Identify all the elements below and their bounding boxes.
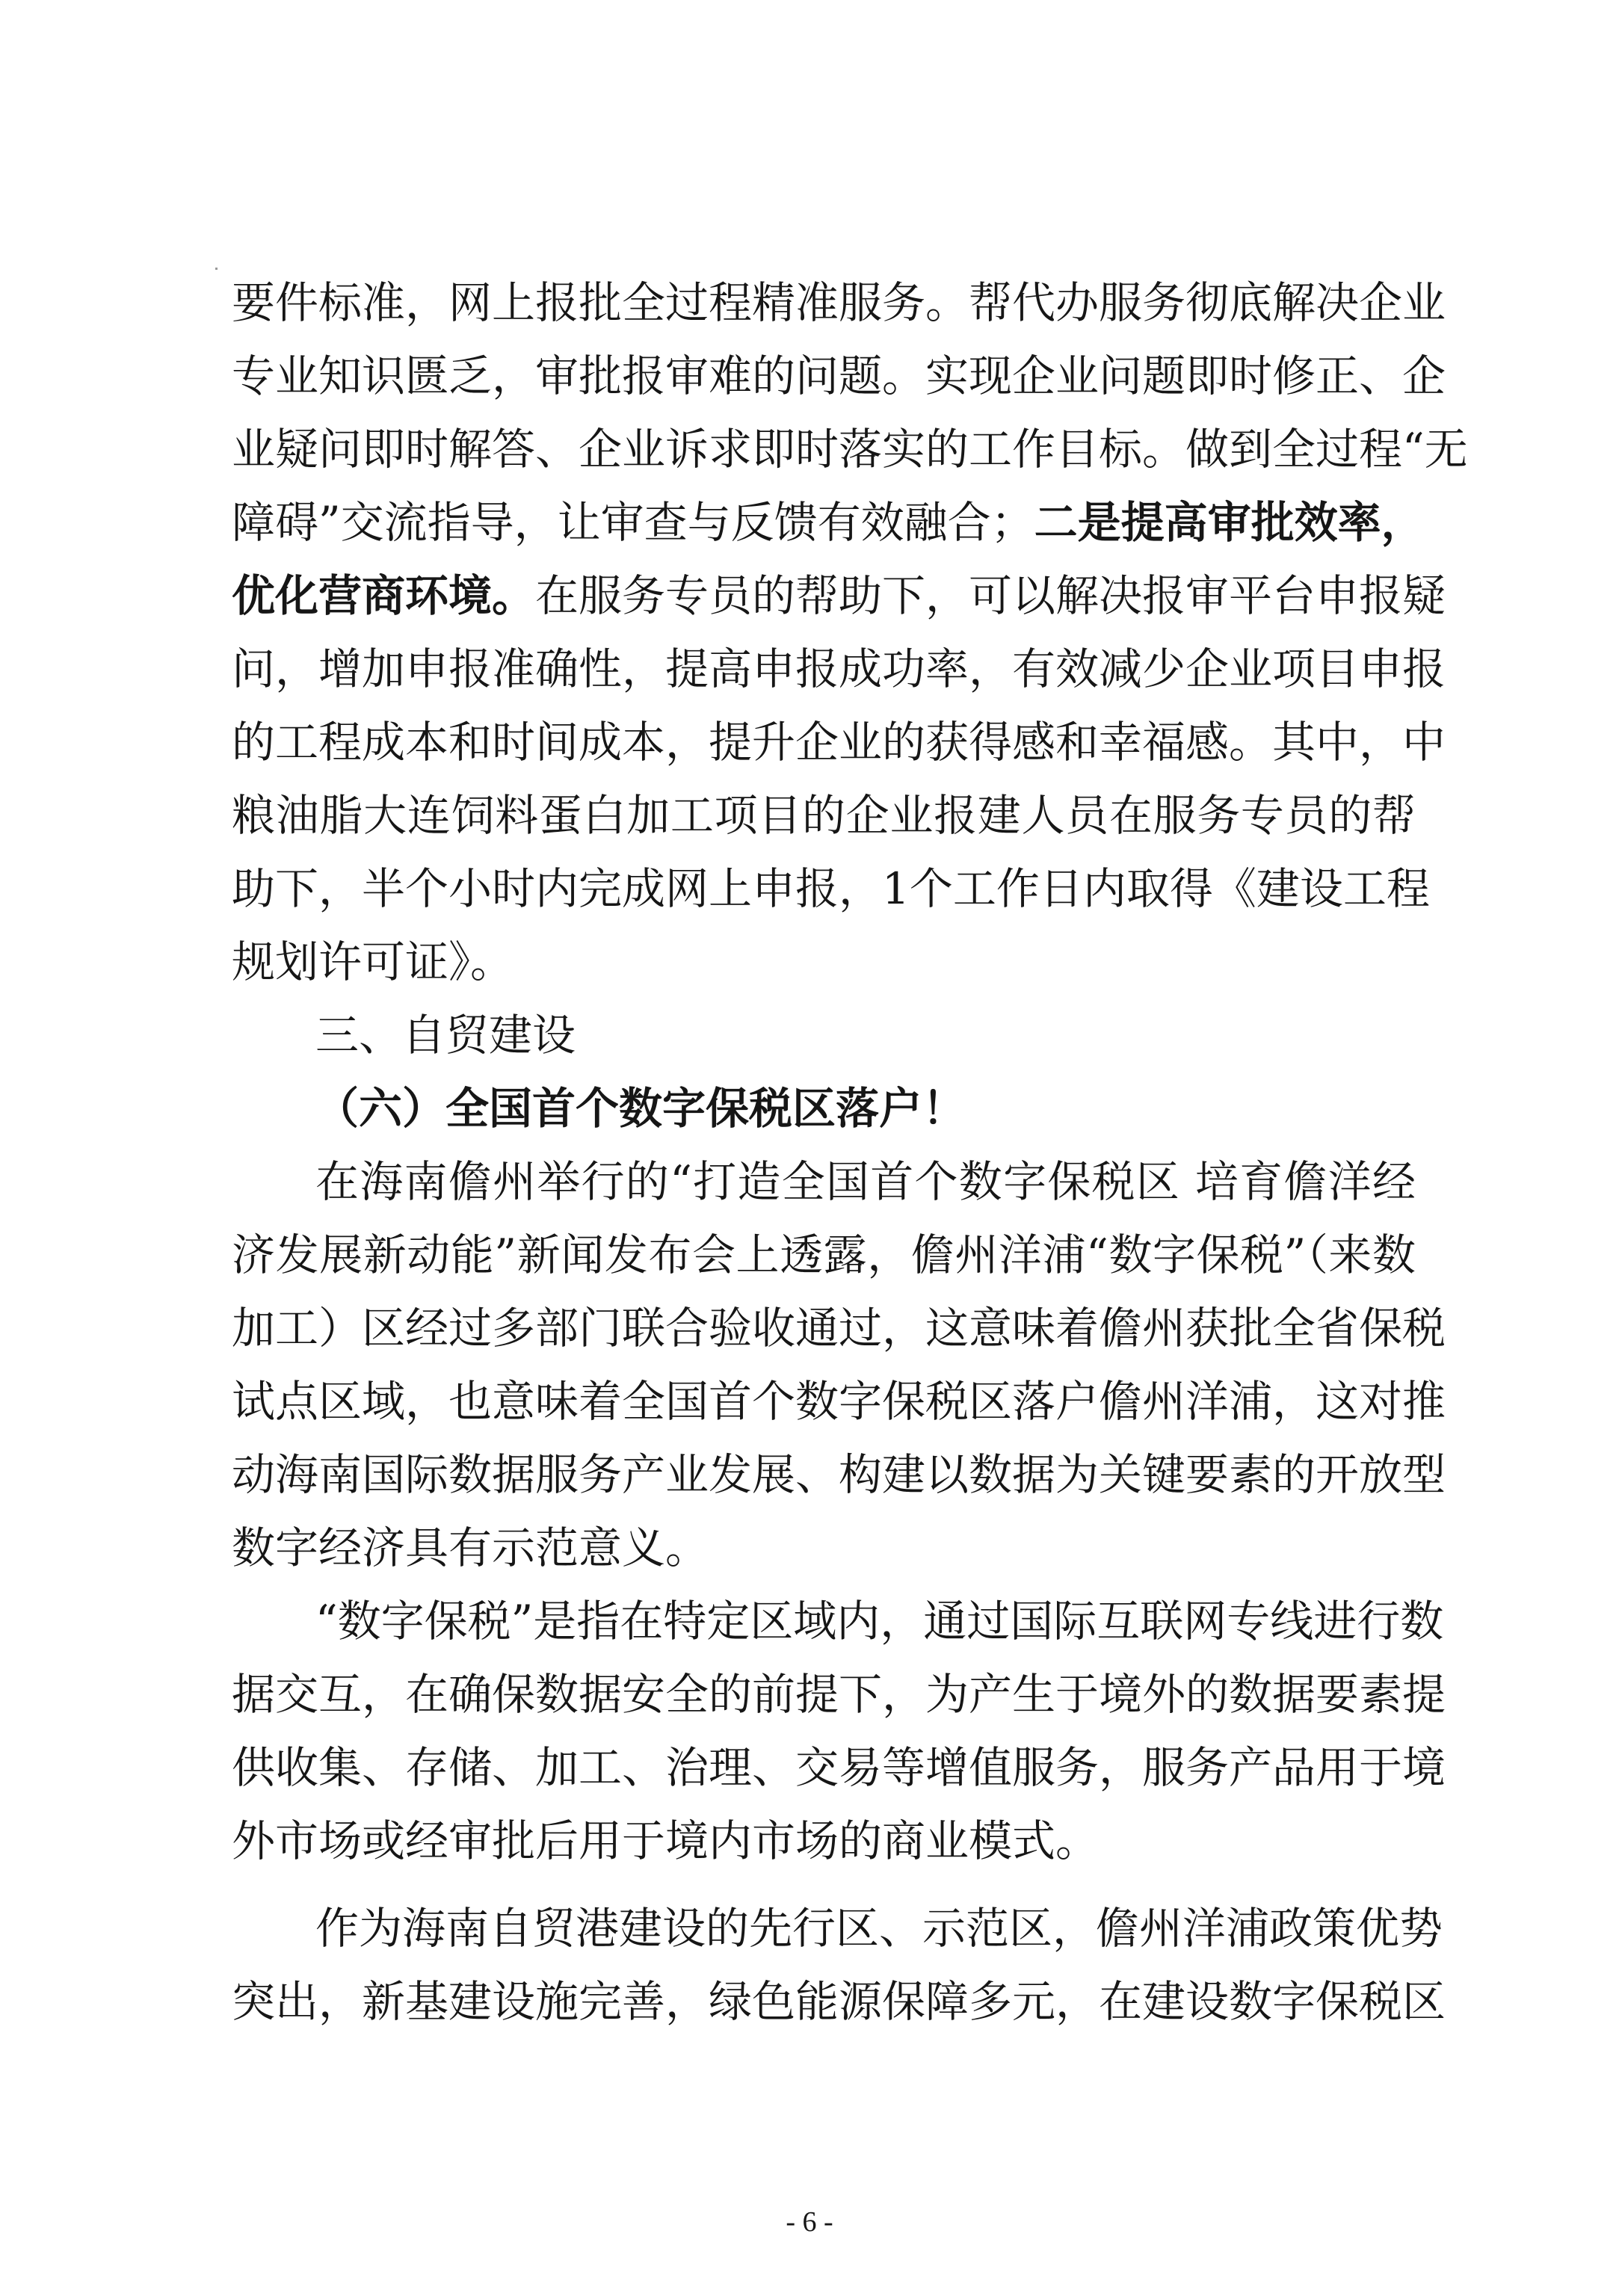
scan-mark	[215, 268, 218, 270]
bold-text-run: 二是提高审批效率，	[1034, 497, 1425, 548]
paragraph-line	[232, 564, 1446, 627]
paragraph-line: 数字经济具有示范意义。	[232, 1522, 709, 1573]
paragraph-line: 要件标准，网上报批全过程精准服务。帮代办服务彻底解决企业	[232, 277, 1446, 328]
paragraph-line: 突出，新基建设施完善，绿色能源保障多元，在建设数字保税区	[232, 1976, 1446, 2027]
paragraph-line	[232, 491, 1425, 554]
text-run: 在服务专员的帮助下，可以解决报审平台申报疑	[535, 570, 1446, 621]
paragraph-line: 济发展新动能”新闻发布会上透露，儋州洋浦“数字保税”（来数	[232, 1229, 1416, 1280]
page-number: - 6 -	[786, 2206, 833, 2238]
subsection-heading: （六）全国首个数字保税区落户！	[315, 1083, 966, 1134]
paragraph-line: 的工程成本和时间成本，提升企业的获得感和幸福感。其中，中	[232, 717, 1446, 768]
paragraph-line: 作为海南自贸港建设的先行区、示范区，儋州洋浦政策优势	[315, 1903, 1443, 1954]
paragraph-line: 动海南国际数据服务产业发展、构建以数据为关键要素的开放型	[232, 1449, 1446, 1500]
text-run: 障碍”交流指导，让审查与反馈有效融合；	[232, 497, 1034, 548]
paragraph-line: 供收集、存储、加工、治理、交易等增值服务，服务产品用于境	[232, 1742, 1446, 1793]
paragraph-line: 业疑问即时解答、企业诉求即时落实的工作目标。做到全过程“无	[232, 424, 1468, 475]
paragraph-line: 规划许可证》。	[232, 936, 514, 987]
paragraph-line: 在海南儋州举行的“打造全国首个数字保税区 培育儋洋经	[315, 1156, 1416, 1207]
bold-text-run: 优化营商环境。	[232, 570, 536, 621]
paragraph-line: 问，增加申报准确性，提高申报成功率，有效减少企业项目申报	[232, 644, 1446, 694]
paragraph-line: 试点区域，也意味着全国首个数字保税区落户儋州洋浦，这对推	[232, 1376, 1446, 1427]
paragraph-line: 外市场或经审批后用于境内市场的商业模式。	[232, 1815, 1100, 1866]
paragraph-line: 专业知识匮乏，审批报审难的问题。实现企业问题即时修正、企	[232, 351, 1446, 401]
paragraph-line: 助下，半个小时内完成网上申报，1个工作日内取得《建设工程	[232, 863, 1430, 914]
paragraph-line: 据交互，在确保数据安全的前提下，为产生于境外的数据要素提	[232, 1669, 1446, 1720]
section-heading: 三、自贸建设	[315, 1010, 576, 1061]
paragraph-line: “数字保税”是指在特定区域内，通过国际互联网专线进行数	[315, 1596, 1444, 1647]
paragraph-line: 粮油脂大连饲料蛋白加工项目的企业报建人员在服务专员的帮	[232, 790, 1416, 841]
paragraph-line: 加工）区经过多部门联合验收通过，这意味着儋州获批全省保税	[232, 1303, 1446, 1354]
